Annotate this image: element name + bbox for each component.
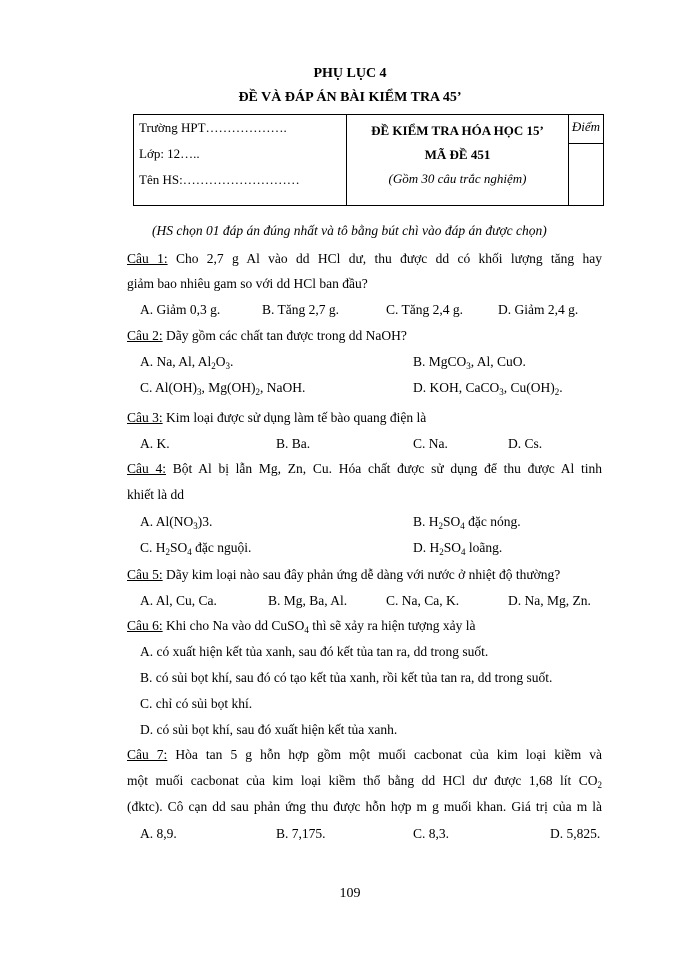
question-5-label: Câu 5: [127, 567, 163, 582]
q6-option-d: D. có sủi bọt khí, sau đó xuất hiện kết tủa xanh. [140, 722, 398, 737]
score-label-cell [569, 115, 604, 144]
q3-option-b: B. Ba. [276, 436, 311, 451]
instruction: (HS chọn 01 đáp án đúng nhất và tô bằng bút chì vào đáp án được chọn) [152, 223, 547, 238]
class-field: Lớp: 12….. [139, 146, 200, 161]
question-7 [127, 747, 602, 763]
question-1-text-cont: giảm bao nhiêu gam so với dd HCl ban đầu? [127, 276, 368, 291]
q5-option-c: C. Na, Ca, K. [386, 593, 460, 608]
student-info-cell [134, 115, 347, 206]
school-field: Trường HPT………………. [139, 120, 287, 135]
q4-option-c: C. $H_2SO_4$ đặc nguội. [140, 540, 252, 557]
page-number: 109 [339, 886, 361, 901]
question-7-text-cont-2: (đktc). Cô cạn dd sau phản ứng thu được hỗn hợp m g muối khan. Giá trị của m là [127, 799, 602, 814]
q6-option-b: B. có sủi bọt khí, sau đó có tạo kết tủa xanh, rồi kết tủa tan ra, dd trong suốt. [140, 670, 553, 685]
q7-option-d: D. 5,825. [550, 826, 601, 841]
q4-option-a: A. $Al(NO_3)3$. [140, 514, 213, 531]
q7-option-c: C. 8,3. [413, 826, 450, 841]
q4-option-d: D. $H_2SO_4$ loãng. [413, 540, 503, 557]
question-7-label: Câu 7: [127, 747, 168, 762]
question-2-text: Dãy gồm các chất tan được trong dd NaOH? [166, 328, 407, 343]
exam-title: ĐỀ KIỂM TRA HÓA HỌC 15’ [371, 123, 544, 138]
document-title: ĐỀ VÀ ĐÁP ÁN BÀI KIỂM TRA 45’ [238, 90, 462, 105]
question-2 [127, 328, 407, 344]
question-1-label: Câu 1: [127, 251, 168, 266]
exam-note: (Gồm 30 câu trắc nghiệm) [388, 171, 527, 186]
question-3-text: Kim loại được sử dụng làm tế bào quang điện là [166, 410, 427, 425]
question-7-text: Hòa tan 5 g hỗn hợp gồm một muối cacbonat của kim loại kiềm và [175, 747, 603, 762]
q7-option-b: B. 7,175. [276, 826, 326, 841]
question-1-text: Cho 2,7 g Al vào dd HCl dư, thu được dd có khối lượng tăng hay [175, 251, 602, 266]
q3-option-d: D. Cs. [508, 436, 543, 451]
q3-option-a: A. K. [140, 436, 170, 451]
question-5 [127, 567, 560, 583]
q5-option-a: A. Al, Cu, Ca. [140, 593, 217, 608]
q3-option-c: C. Na. [413, 436, 448, 451]
score-box [569, 144, 604, 206]
question-1 [127, 251, 602, 267]
q2-option-d: D. KOH, CaCO$_3$, $Cu(OH)_2$. [413, 380, 563, 397]
question-4-label: Câu 4: [127, 461, 166, 476]
q6-option-a: A. có xuất hiện kết tủa xanh, sau đó kết tủa tan ra, dd trong suốt. [140, 644, 489, 659]
question-4-text: Bột Al bị lẫn Mg, Zn, Cu. Hóa chất được sử dụng để thu được Al tinh [172, 461, 603, 476]
question-2-label: Câu 2: [127, 328, 163, 343]
question-6: Câu 6: Khi cho Na vào dd CuSO$_4$ thì sẽ xảy ra hiện tượng xảy là [127, 618, 476, 635]
q2-option-b: B. MgCO$_3$, Al, CuO. [413, 354, 526, 371]
q2-option-c: C. $Al(OH)_3$, $Mg(OH)_2$, NaOH. [140, 380, 306, 397]
exam-header-table [133, 114, 604, 206]
question-4 [127, 461, 602, 477]
exam-code: MÃ ĐỀ 451 [424, 147, 491, 162]
q1-option-a: A. Giảm 0,3 g. [140, 302, 221, 317]
question-7-text-cont: một muối cacbonat của kim loại kiềm thổ bằng dd HCl dư được 1,68 lít $CO_2$ [127, 773, 602, 790]
score-label: Điểm [571, 119, 601, 134]
question-3-label: Câu 3: [127, 410, 163, 425]
student-name-field: Tên HS:……………………… [139, 172, 300, 187]
q4-option-b: B. $H_2SO_4$ đặc nóng. [413, 514, 521, 531]
q1-option-c: C. Tăng 2,4 g. [386, 302, 463, 317]
question-5-text: Dãy kim loại nào sau đây phản ứng dễ dàng với nước ở nhiệt độ thường? [166, 567, 561, 582]
question-3 [127, 410, 426, 426]
question-6-label: Câu 6: [127, 618, 163, 633]
q2-option-a: A. Na, Al, $Al_2O_3$. [140, 354, 234, 371]
appendix-title: PHỤ LỤC 4 [313, 66, 387, 81]
q1-option-b: B. Tăng 2,7 g. [262, 302, 339, 317]
q6-option-c: C. chỉ có sủi bọt khí. [140, 696, 253, 711]
question-4-text-cont: khiết là dd [127, 487, 184, 502]
q7-option-a: A. 8,9. [140, 826, 177, 841]
q1-option-d: D. Giảm 2,4 g. [498, 302, 579, 317]
exam-info-cell [347, 115, 569, 206]
q5-option-b: B. Mg, Ba, Al. [268, 593, 348, 608]
q5-option-d: D. Na, Mg, Zn. [508, 593, 591, 608]
